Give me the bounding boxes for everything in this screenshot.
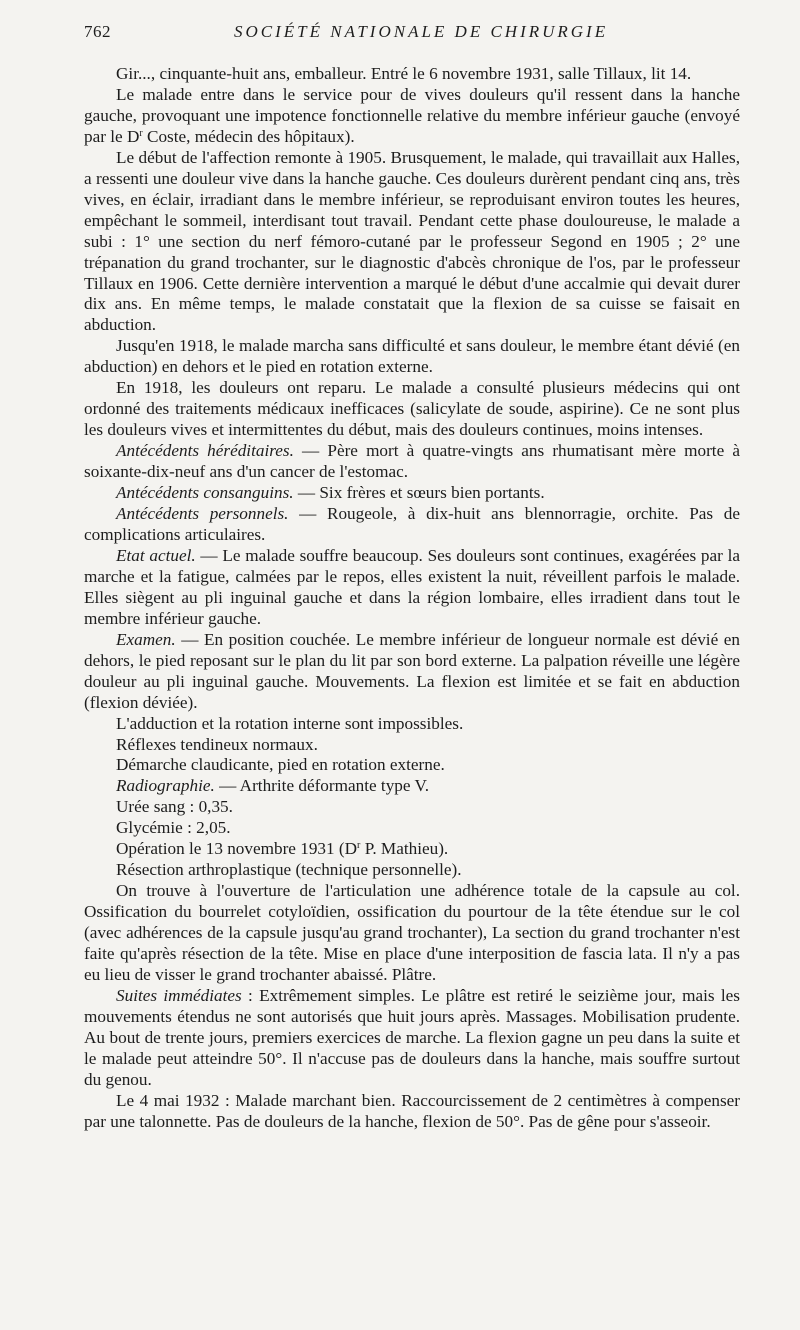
section-label: Suites immédiates: [116, 985, 242, 1005]
paragraph-pain-recurrence: En 1918, les douleurs ont reparu. Le malade a consulté plusieurs médecins qui ont ordonné des traitements médicaux inefficaces (salicylate de soude, aspirine). Ce ne sont plus les douleurs vives et intermittentes du début, mais des douleurs continues, moins intenses.: [84, 378, 740, 440]
paragraph-family-history: Antécédents consanguins. — Six frères et sœurs bien portants.: [116, 483, 545, 503]
section-label: Etat actuel.: [116, 545, 196, 565]
section-label: Antécédents consanguins.: [116, 483, 294, 503]
case-report-body: [84, 64, 740, 1133]
page-number: 762: [84, 22, 111, 41]
paragraph-hereditary-history: Antécédents héréditaires. — Père mort à quatre-vingts ans rhumatisant mère morte à soixante-dix-neuf ans d'un cancer de l'estomac.: [84, 441, 740, 482]
paragraph-current-state: Etat actuel. — Le malade souffre beaucoup. Ses douleurs sont continues, exagérées par la marche et la fatigue, calmées par le repos, elles existent la nuit, réveillent parfois le malade. Elles siègent au pli inguinal gauche et dans la région lombaire, elles irradient dans tout le membre inférieur gauche.: [84, 545, 741, 628]
paragraph-history-1918: Jusqu'en 1918, le malade marcha sans difficulté et sans douleur, le membre étant dévié (en abduction) en dehors et le pied en rotation externe.: [84, 336, 740, 377]
paragraph-gait: Démarche claudicante, pied en rotation externe.: [116, 755, 445, 775]
running-title: SOCIÉTÉ NATIONALE DE CHIRURGIE: [234, 22, 609, 41]
section-label: Antécédents personnels.: [116, 504, 289, 524]
paragraph-history-onset: Le début de l'affection remonte à 1905. Brusquement, le malade, qui travaillait aux Halles, a ressenti une douleur vive dans la hanche gauche. Ces douleurs durèrent pendant cinq ans, très vives, en éclair, irradiant dans le membre inférieur, se reproduisant environ toutes les heures, empêchant le sommeil, interdisant tout travail. Pendant cette phase douloureuse, le malade a subi : 1° une section du nerf fémoro-cutané par le professeur Segond en 1905 ; 2° une trépanation du grand trochanter, sur le diagnostic d'abcès chronique de l'os, par le professeur Tillaux en 1906. Cette dernière intervention a marqué le début d'une accalmie qui devait durer dix ans. En même temps, le malade constatait que la flexion de sa cuisse se faisait en abduction.: [84, 147, 740, 335]
paragraph-blood-urea: Urée sang : 0,35.: [116, 797, 233, 817]
paragraph-follow-up: Le 4 mai 1932 : Malade marchant bien. Raccourcissement de 2 centimètres à compenser par une talonnette. Pas de douleurs de la hanche, flexion de 50°. Pas de gêne pour s'asseoir.: [84, 1090, 740, 1131]
paragraph-examination: Examen. — En position couchée. Le membre inférieur de longueur normale est dévié en dehors, le pied reposant sur le plan du lit par son bord externe. La palpation réveille une légère douleur au pli inguinal gauche. Mouvements. La flexion est limitée et se fait en abduction (flexion déviée).: [84, 629, 740, 712]
paragraph-personal-history: Antécédents personnels. — Rougeole, à dix-huit ans blennorragie, orchite. Pas de complications articulaires.: [84, 504, 740, 544]
page-header: [84, 22, 738, 46]
paragraph-operative-findings: On trouve à l'ouverture de l'articulation une adhérence totale de la capsule au col. Ossification du bourrelet cotyloïdien, ossification du pourtour de la tête étendue sur le col (avec adhérences de la capsule jusqu'au grand trochanter), La section du grand trochanter n'est faite qu'après résection de la tête. Mise en place d'une interposition de fascia lata. Il n'y a pas eu lieu de visser le grand trochanter abaissé. Plâtre.: [84, 881, 740, 984]
paragraph-adduction: L'adduction et la rotation interne sont impossibles.: [116, 713, 464, 733]
paragraph-radiography: Radiographie. — Arthrite déformante type V.: [116, 776, 429, 796]
paragraph-reflexes: Réflexes tendineux normaux.: [116, 734, 318, 754]
section-label: Radiographie.: [116, 776, 215, 796]
paragraph-glycemia: Glycémie : 2,05.: [116, 818, 231, 838]
section-label: Antécédents héréditaires.: [116, 441, 294, 461]
paragraph-operation-date: Opération le 13 novembre 1931 ($D^r$ P. Mathieu).: [116, 839, 449, 859]
paragraph-patient-identity: Gir..., cinquante-huit ans, emballeur. Entré le 6 novembre 1931, salle Tillaux, lit 14.: [116, 64, 692, 83]
paragraph-resection: Résection arthroplastique (technique personnelle).: [116, 860, 462, 880]
paragraph-postoperative-course: Suites immédiates : Extrêmement simples. Le plâtre est retiré le seizième jour, mais les mouvements étendus ne sont autorisés que huit jours après. Massages. Mobilisation prudente. Au bout de trente jours, premiers exercices de marche. La flexion gagne un peu dans la suite et le malade peut atteindre 50°. Il n'accuse pas de douleurs dans la hanche, mais souffre surtout du genou.: [84, 985, 740, 1089]
paragraph-admission-reason: Le malade entre dans le service pour de vives douleurs qu'il ressent dans la hanche gauche, provoquant une impotence fonctionnelle relative du membre inférieur gauche (envoyé par le $D^r$ Coste, médecin des hôpitaux).: [84, 84, 740, 146]
section-label: Examen.: [116, 629, 176, 649]
